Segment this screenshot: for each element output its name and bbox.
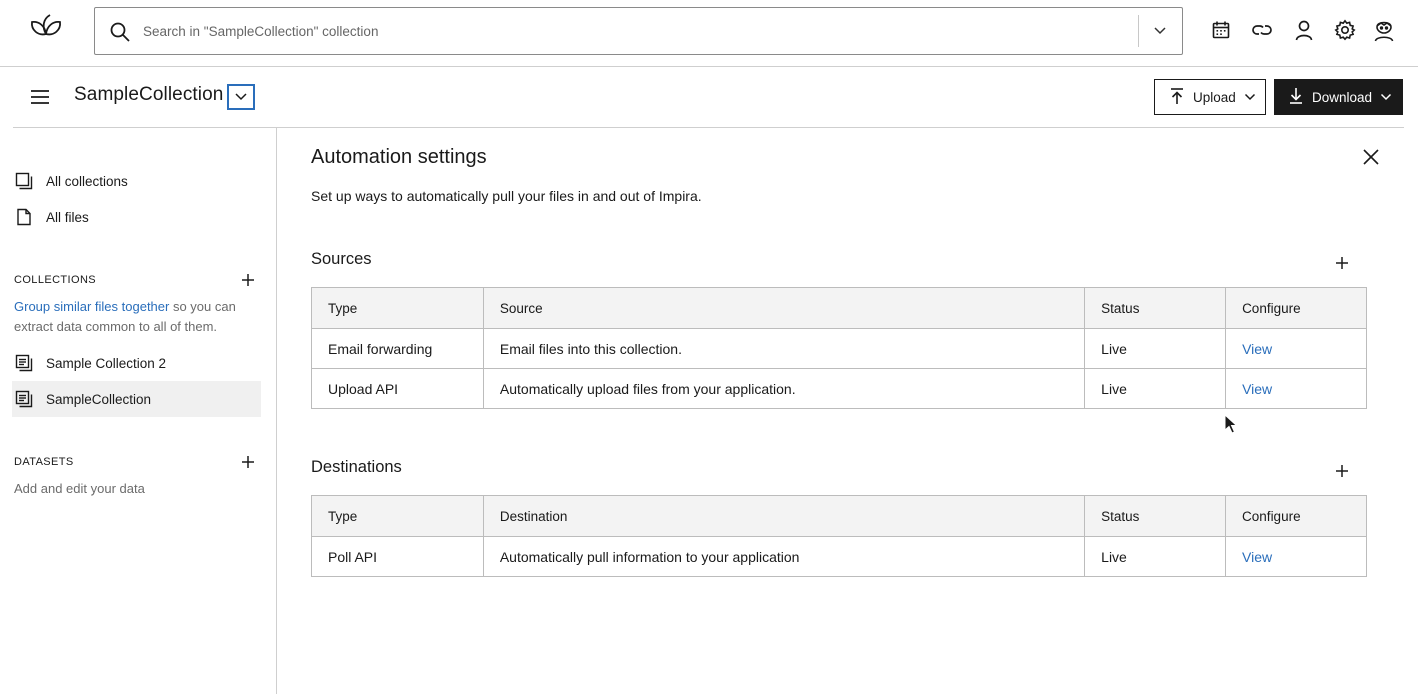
- add-destination-plus-icon[interactable]: [1334, 463, 1350, 479]
- upload-icon: [1169, 87, 1185, 108]
- upload-button[interactable]: [1154, 79, 1266, 115]
- sidebar-item-samplecollection[interactable]: [14, 382, 151, 416]
- datasets-help-text: Add and edit your data: [14, 481, 145, 496]
- sidebar-item-all-collections[interactable]: [14, 164, 128, 198]
- group-files-link[interactable]: Group similar files together: [14, 299, 170, 314]
- collections-heading: COLLECTIONS: [14, 274, 97, 286]
- sidebar-item-label: Sample Collection 2: [46, 355, 167, 371]
- cell-destination: Automatically pull information to your application: [483, 537, 1084, 577]
- close-icon[interactable]: [1359, 145, 1383, 169]
- table-row: [312, 369, 1367, 409]
- cell-source: Automatically upload files from your application.: [483, 369, 1084, 409]
- datasets-heading: DATASETS: [14, 456, 74, 468]
- collection-title: SampleCollection: [74, 84, 224, 105]
- column-header-source: Source: [483, 288, 1084, 329]
- cell-status: Live: [1085, 369, 1226, 409]
- download-icon: [1288, 87, 1304, 108]
- table-header-row: [312, 288, 1367, 329]
- column-header-destination: Destination: [483, 496, 1084, 537]
- collections-help-rest: so you can extract data common to all of them.: [14, 299, 236, 334]
- cell-status: Live: [1085, 329, 1226, 369]
- destinations-heading: Destinations: [311, 458, 402, 476]
- sidebar-item-label: SampleCollection: [46, 391, 152, 407]
- user-icon[interactable]: [1292, 18, 1316, 42]
- table-header-row: [312, 496, 1367, 537]
- link-icon[interactable]: [1250, 18, 1274, 42]
- sidebar-item-sample-collection-2[interactable]: [14, 346, 166, 380]
- upload-chevron-down-icon: [1244, 93, 1256, 101]
- chevron-down-icon: [234, 92, 248, 102]
- search-input[interactable]: [143, 18, 1123, 44]
- cell-status: Live: [1085, 537, 1226, 577]
- sidebar-item-label: All collections: [46, 173, 128, 189]
- view-link[interactable]: View: [1226, 329, 1367, 369]
- upload-label: Upload: [1193, 89, 1236, 105]
- search-icon: [109, 21, 131, 43]
- column-header-status: Status: [1085, 496, 1226, 537]
- search-bar[interactable]: [94, 7, 1183, 55]
- column-header-configure: Configure: [1226, 288, 1367, 329]
- top-bar: [0, 0, 1418, 67]
- column-header-configure: Configure: [1226, 496, 1367, 537]
- collections-help-text: [14, 297, 254, 337]
- file-icon: [14, 207, 34, 227]
- view-link[interactable]: View: [1226, 369, 1367, 409]
- cell-type: Email forwarding: [312, 329, 484, 369]
- sources-heading: Sources: [311, 250, 372, 268]
- panel-title: Automation settings: [311, 146, 487, 168]
- collections-icon: [14, 171, 34, 191]
- download-label: Download: [1312, 89, 1373, 105]
- column-header-type: Type: [312, 496, 484, 537]
- search-divider: [1138, 15, 1139, 47]
- panel-description: Set up ways to automatically pull your files in and out of Impira.: [311, 188, 702, 204]
- view-link[interactable]: View: [1226, 537, 1367, 577]
- sidebar: [0, 128, 277, 694]
- collection-icon: [14, 389, 34, 409]
- cell-source: Email files into this collection.: [483, 329, 1084, 369]
- mouse-pointer-icon: [1224, 414, 1238, 434]
- menu-hamburger-icon[interactable]: [28, 86, 52, 108]
- cell-type: Upload API: [312, 369, 484, 409]
- table-row: [312, 537, 1367, 577]
- add-dataset-plus-icon[interactable]: [240, 454, 256, 470]
- calendar-icon[interactable]: [1209, 18, 1233, 42]
- search-options-chevron-down-icon[interactable]: [1147, 20, 1173, 42]
- add-source-plus-icon[interactable]: [1334, 255, 1350, 271]
- download-chevron-down-icon: [1380, 93, 1392, 101]
- table-row: [312, 329, 1367, 369]
- sources-table: [311, 287, 1367, 409]
- gear-icon[interactable]: [1333, 18, 1357, 42]
- sidebar-item-label: All files: [46, 209, 89, 225]
- download-button[interactable]: [1274, 79, 1403, 115]
- sidebar-item-all-files[interactable]: [14, 200, 89, 234]
- collection-dropdown-button[interactable]: [227, 84, 255, 110]
- add-collection-plus-icon[interactable]: [240, 272, 256, 288]
- cell-type: Poll API: [312, 537, 484, 577]
- impira-logo[interactable]: [28, 12, 64, 42]
- column-header-status: Status: [1085, 288, 1226, 329]
- collection-icon: [14, 353, 34, 373]
- profile-avatar-icon[interactable]: [1372, 18, 1396, 42]
- destinations-table: [311, 495, 1367, 577]
- column-header-type: Type: [312, 288, 484, 329]
